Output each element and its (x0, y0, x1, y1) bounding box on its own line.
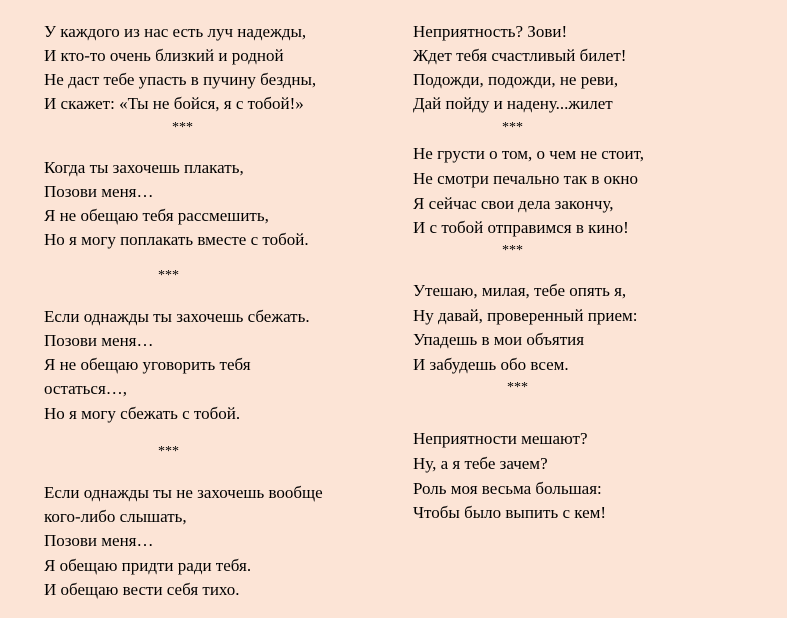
poem-line: Я не обещаю уговорить тебя (44, 355, 251, 374)
poem-line: Дай пойду и надену...жилет (413, 94, 613, 113)
poem-line: Я сейчас свои дела закончу, (413, 194, 614, 213)
poem-line: Я обещаю придти ради тебя. (44, 556, 252, 575)
poem-line: Утешаю, милая, тебе опять я, (413, 281, 627, 300)
poem-line: Я не обещаю тебя рассмешить, (44, 206, 269, 225)
poem-line: Позови меня… (44, 182, 154, 201)
poem-line: Позови меня… (44, 331, 154, 350)
poem-line: Ждет тебя счастливый билет! (413, 46, 627, 65)
stanza-separator: *** (502, 243, 523, 258)
poem-line: И кто-то очень близкий и родной (44, 46, 284, 65)
poem-line: Когда ты захочешь плакать, (44, 158, 244, 177)
poem-line: кого-либо слышать, (44, 507, 187, 526)
poem-line: И обещаю вести себя тихо. (44, 580, 240, 599)
poem-line: Упадешь в мои объятия (413, 330, 585, 349)
poem-line: И скажет: «Ты не бойся, я с тобой!» (44, 94, 304, 113)
poem-line: Чтобы было выпить с кем! (413, 503, 607, 522)
poem-line: Неприятности мешают? (413, 429, 588, 448)
stanza-separator: *** (172, 120, 193, 135)
stanza-separator: *** (158, 268, 179, 283)
poem-line: Позови меня… (44, 531, 154, 550)
stanza-separator: *** (507, 380, 528, 395)
poem-line: И забудешь обо всем. (413, 355, 569, 374)
poem-line: Не даст тебе упасть в пучину бездны, (44, 70, 317, 89)
poem-line: У каждого из нас есть луч надежды, (44, 22, 307, 41)
poem-line: Если однажды ты не захочешь вообще (44, 483, 323, 502)
poem-line: Если однажды ты захочешь сбежать. (44, 307, 310, 326)
poem-line: остаться…, (44, 379, 128, 398)
poem-line: И с тобой отправимся в кино! (413, 218, 629, 237)
poem-line: Роль моя весьма большая: (413, 479, 602, 498)
stanza-separator: *** (158, 444, 179, 459)
poem-line: Ну давай, проверенный прием: (413, 306, 638, 325)
poem-line: Не смотри печально так в окно (413, 169, 639, 188)
poem-line: Подожди, подожди, не реви, (413, 70, 619, 89)
stanza-separator: *** (502, 120, 523, 135)
poem-line: Ну, а я тебе зачем? (413, 454, 548, 473)
poem-line: Но я могу сбежать с тобой. (44, 404, 241, 423)
poem-line: Не грусти о том, о чем не стоит, (413, 144, 645, 163)
poem-line: Неприятность? Зови! (413, 22, 568, 41)
poem-line: Но я могу поплакать вместе с тобой. (44, 230, 309, 249)
